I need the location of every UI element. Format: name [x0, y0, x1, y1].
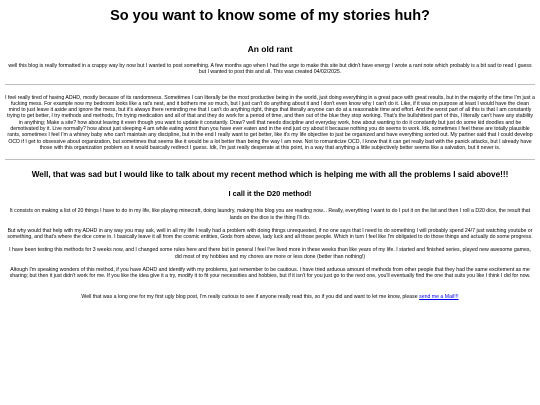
method-paragraph-3: I have been testing this methods for 3 weeks now, and I changed some rules here and there but in general I feel I've lived more in these weeks than like years of my life. I started and finished series, played new awesome games, did most of my hobbies and my chores are more or less done (better than nothing!): [9, 247, 531, 260]
method-paragraph-4: Altough I'm speaking wonders of this method, if you have ADHD and identify with my problems, just remember to be cautious. I have tried arduous amount of methods from other people that they had the same excitement as me sharing; but then it just didn't work for me. If you like the idea give it a try, modify it to fit your necessities and hobbies, but if it isn't for you just go to the next one, you'll eventually find the one that suits you like I think I did for now.: [9, 267, 531, 280]
closing-text: Well that was a long one for my first ugly blog post, I'm really curious to see if anyone really read this, so if you did and want to let me know, please: [81, 293, 418, 300]
blog-page: [5, 0, 535, 300]
method-paragraph-2: But why would that help with my ADHD in any way you may ask, well in all my life I really had a problem with doing things unrequested, if no one says that I need to do something I will probably spend 24/7 just watching youtube or something, and that's where the dice come in. I basically leave it all from the cosmic entities, Gods from above, lady luck and all those people. Which in turn I feel like I'm obligated to do those things and actually do some progress.: [7, 227, 533, 241]
method-heading: Well, that was sad but I would like to talk about my recent method which is helping me with all the problems I said above!!!: [31, 170, 509, 180]
mail-link[interactable]: send me a Mail!!!: [419, 293, 459, 300]
post-intro: well this blog is really formatted in a crappy way by now but I wanted to post something. A few months ago when I had the urge to make this site but didn't have energy I wrote a rant note which probably is a bit sad to read I guess but I wanted to post this and all. This was created 04/02/2025.: [8, 63, 532, 76]
closing-paragraph: [5, 294, 535, 300]
method-subheading: I call it the D20 method!: [228, 189, 312, 199]
divider-bottom: [5, 159, 535, 160]
divider-top: [5, 84, 535, 85]
post-heading: An old rant: [247, 44, 293, 54]
rant-text: I feel really tired of having ADHD, mostly because of its randomness. Sometimes I can literally be the most productive being in the world, just doing everything in a great pace with great results, but in the majority of the time I'm just a fucking mess. For example now my bedroom looks like a rat's nest, and it bothers me so much, but I just can't do anything about it and I don't even know why I can't do it. Like, if it was on purpose at least I would have the clean mind to just leave it aside and ignore the mess, but it's always there reminding me that I can't do anything right, things that literally anyone can do at a reasonable time and effort. And the worst part of all this is that I am constantly trying to get better, I try methods and methods, I'm trying medication and all of that and they do work for a period of time, and then out of the blue they stop working. That's the bullshittest part of this, I literally can't have any stability in anything; Make a site? how about leaving it even though you want to update it constantly. Draw? well that needs discipline and everyday work, how about wanting to do it constantly but just do some kid doodles and be demotivated by it. Live normally? how about just sleeping 4 am while eating worst than you have ever eaten and in the end just cry about it because nothing you do seems to work. Idk, sometimes I feel these are totally plausible rants, sometimes I feel I'm a whiney baby who can't maintain any discipline, but in the end I really want to get better, like it's my life objective to just be organized and have everything sorted out. My partner said that I could develop OCD if I get to obsessive about organization, but sometimes that seems like it would be a lot better than being the way I am now. Not to romanticize OCD, I know that it can get really bad with the panick attacks, but I already have those with this organization problem so it would basically redirect I guess. Idk, I'm just really desperate at this point, in a way that anything a little subjectively better seems like a salvation, but it never is.: [5, 94, 535, 151]
page-title: So you want to know some of my stories huh?: [110, 8, 430, 24]
method-paragraph-1: It consists on making a list of 20 things I have to do in my life, like playing minecraft, doing laundry, making this blog you are reading now... Really, everything I want to do I put it on the list and then I roll a D20 dice, the result that lands on the dice is the thing I'll do.: [9, 208, 531, 221]
